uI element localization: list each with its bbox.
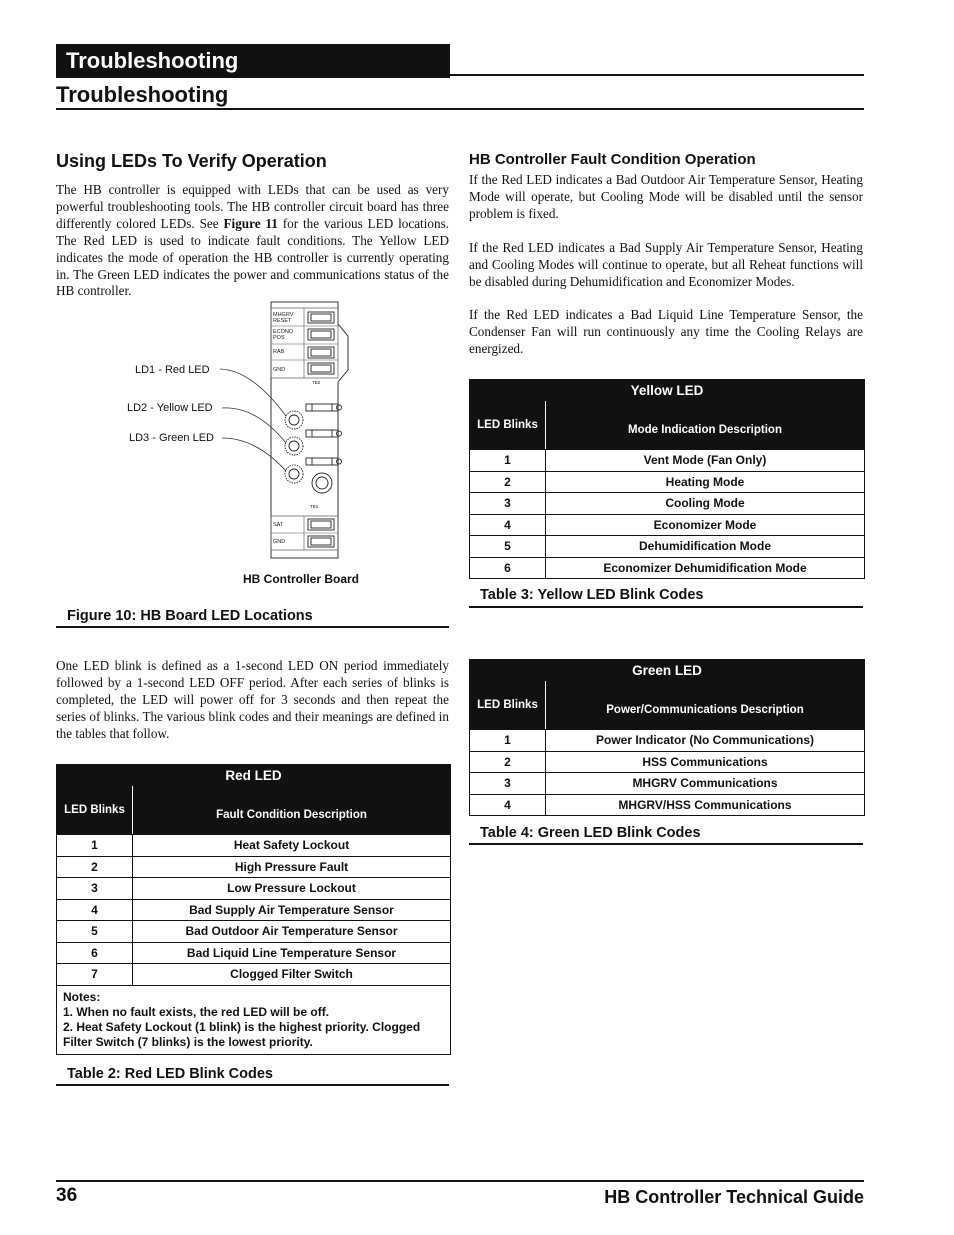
green-col-description: Power/Communications Description xyxy=(546,681,865,730)
blink-description: MHGRV/HSS Communications xyxy=(546,794,865,816)
blink-count: 4 xyxy=(57,899,133,921)
terminal-tb2: TB2 xyxy=(312,380,321,385)
red-table-caption: Table 2: Red LED Blink Codes xyxy=(67,1066,273,1082)
green-col-blinks: LED Blinks xyxy=(470,681,546,730)
green-led-table xyxy=(469,659,865,816)
blink-count: 3 xyxy=(470,493,546,515)
guide-title: HB Controller Technical Guide xyxy=(604,1187,864,1207)
terminal-econo: ECONO xyxy=(273,329,294,335)
red-caption-rule xyxy=(56,1084,449,1086)
table-row xyxy=(57,835,451,857)
blink-description: Low Pressure Lockout xyxy=(133,878,451,900)
blink-count: 1 xyxy=(470,450,546,472)
blink-description: Cooling Mode xyxy=(546,493,865,515)
yellow-table-caption: Table 3: Yellow LED Blink Codes xyxy=(480,587,704,603)
green-caption-rule xyxy=(469,843,863,845)
terminal-reset: RESET xyxy=(273,318,292,324)
figure-caption: Figure 10: HB Board LED Locations xyxy=(67,608,313,624)
leader-lines xyxy=(220,369,286,471)
note-1: 1. When no fault exists, the red LED will be off. xyxy=(63,1004,330,1019)
table-row xyxy=(470,751,865,773)
table-row xyxy=(57,856,451,878)
blink-count: 1 xyxy=(57,835,133,857)
red-col-blinks: LED Blinks xyxy=(57,786,133,835)
board-name-label: HB Controller Board xyxy=(243,572,360,586)
red-led-table xyxy=(56,764,451,1055)
yellow-table-title: Yellow LED xyxy=(470,380,865,401)
terminal-tb1: TB1 xyxy=(310,504,319,509)
table-row xyxy=(470,536,865,558)
yellow-led-table xyxy=(469,379,865,579)
figure-caption-rule xyxy=(56,626,449,628)
table-row xyxy=(470,493,865,515)
table-row xyxy=(57,964,451,986)
label-ld3-green: LD3 - Green LED xyxy=(129,432,214,444)
blink-count: 3 xyxy=(57,878,133,900)
blink-description: Bad Supply Air Temperature Sensor xyxy=(133,899,451,921)
blink-description: High Pressure Fault xyxy=(133,856,451,878)
table-row xyxy=(470,794,865,816)
intro-text-2: for the various LED locations. The Red LED is used to indicate fault conditions. The Yellow LED indicates the mode of operation the HB controller is currently operating in. The Green LED indicates the power and communications status of the HB controller. xyxy=(56,215,450,299)
blink-count: 5 xyxy=(57,921,133,943)
fault-paragraph-1: If the Red LED indicates a Bad Outdoor Air Temperature Sensor, Heating Mode will operate, but Cooling Mode will be disabled until the sensor problem is fixed. xyxy=(469,172,863,221)
blink-description: HSS Communications xyxy=(546,751,865,773)
blink-count: 6 xyxy=(57,942,133,964)
terminal-mhgrv: MHGRV xyxy=(273,312,294,318)
notes-heading: Notes: xyxy=(63,989,101,1004)
blink-description: Heat Safety Lockout xyxy=(133,835,451,857)
terminal-screws-top xyxy=(308,312,334,374)
red-table-notes xyxy=(57,985,451,1054)
table-row xyxy=(470,730,865,752)
table-row xyxy=(470,450,865,472)
blink-description: Dehumidification Mode xyxy=(546,536,865,558)
note-2: 2. Heat Safety Lockout (1 blink) is the highest priority. Clogged Filter Switch (7 blinks) is the lowest priority. xyxy=(63,1019,421,1049)
terminal-sat: SAT xyxy=(273,522,284,528)
blink-count: 2 xyxy=(470,471,546,493)
header-title: Troubleshooting xyxy=(56,44,450,78)
fault-paragraph-2: If the Red LED indicates a Bad Supply Air Temperature Sensor, Heating and Cooling Modes will continue to operate, but all Reheat functions will be disabled during Dehumidification and Economizer Modes. xyxy=(469,240,863,289)
led-components xyxy=(285,404,342,493)
yellow-table-body xyxy=(470,450,865,579)
intro-paragraph xyxy=(56,182,449,300)
board-diagram xyxy=(56,296,450,596)
blink-description: Power Indicator (No Communications) xyxy=(546,730,865,752)
blink-description: MHGRV Communications xyxy=(546,773,865,795)
table-row xyxy=(57,921,451,943)
figure-board xyxy=(56,296,450,596)
section-title-fault: HB Controller Fault Condition Operation xyxy=(469,151,756,168)
table-row xyxy=(470,557,865,579)
intro-text-1: The HB controller is equipped with LEDs that can be used as very powerful troubleshooting tools. The HB controller circuit board has three differently colored LEDs. See xyxy=(56,182,449,231)
blink-count: 6 xyxy=(470,557,546,579)
green-table-caption: Table 4: Green LED Blink Codes xyxy=(480,825,701,841)
blink-definition: One LED blink is defined as a 1-second LED ON period immediately followed by a 1-second LED OFF period. After each series of blinks is completed, the LED will power off for 3 seconds and then repeat the series of blinks. The various blink codes and their meanings are defined in the tables that follow. xyxy=(56,658,449,741)
header-rule xyxy=(450,74,864,76)
header-subtitle: Troubleshooting xyxy=(56,82,229,107)
yellow-col-description: Mode Indication Description xyxy=(546,401,865,450)
page-number: 36 xyxy=(56,1185,78,1206)
blink-count: 3 xyxy=(470,773,546,795)
yellow-caption-rule xyxy=(469,606,863,608)
table-row xyxy=(57,942,451,964)
blink-count: 5 xyxy=(470,536,546,558)
blink-count: 1 xyxy=(470,730,546,752)
blink-description: Economizer Mode xyxy=(546,514,865,536)
terminal-gnd-2: GND xyxy=(273,539,286,545)
table-row xyxy=(57,899,451,921)
yellow-col-blinks: LED Blinks xyxy=(470,401,546,450)
fault-paragraph-3: If the Red LED indicates a Bad Liquid Line Temperature Sensor, the Condenser Fan will run continuously any time the Cooling Relays are energized. xyxy=(469,307,863,356)
green-table-body xyxy=(470,730,865,816)
blink-count: 4 xyxy=(470,514,546,536)
green-table-title: Green LED xyxy=(470,660,865,681)
blink-count: 2 xyxy=(470,751,546,773)
red-col-description: Fault Condition Description xyxy=(133,786,451,835)
label-ld1-red: LD1 - Red LED xyxy=(135,364,210,376)
figure-reference: Figure 11 xyxy=(223,215,278,231)
table-row xyxy=(470,773,865,795)
label-ld2-yellow: LD2 - Yellow LED xyxy=(127,402,213,414)
table-row xyxy=(470,514,865,536)
red-table-body xyxy=(57,835,451,986)
blink-description: Economizer Dehumidification Mode xyxy=(546,557,865,579)
blink-count: 2 xyxy=(57,856,133,878)
section-title-leds: Using LEDs To Verify Operation xyxy=(56,151,327,171)
blink-count: 4 xyxy=(470,794,546,816)
table-row xyxy=(57,878,451,900)
blink-description: Heating Mode xyxy=(546,471,865,493)
terminal-gnd-1: GND xyxy=(273,367,286,373)
terminal-rab: RAB xyxy=(273,349,285,355)
blink-description: Vent Mode (Fan Only) xyxy=(546,450,865,472)
footer-rule xyxy=(56,1180,864,1182)
red-table-title: Red LED xyxy=(57,765,451,786)
table-row xyxy=(470,471,865,493)
blink-description: Bad Liquid Line Temperature Sensor xyxy=(133,942,451,964)
blink-count: 7 xyxy=(57,964,133,986)
header-rule-2 xyxy=(56,108,864,110)
blink-description: Clogged Filter Switch xyxy=(133,964,451,986)
blink-description: Bad Outdoor Air Temperature Sensor xyxy=(133,921,451,943)
terminal-pos: POS xyxy=(273,335,285,341)
